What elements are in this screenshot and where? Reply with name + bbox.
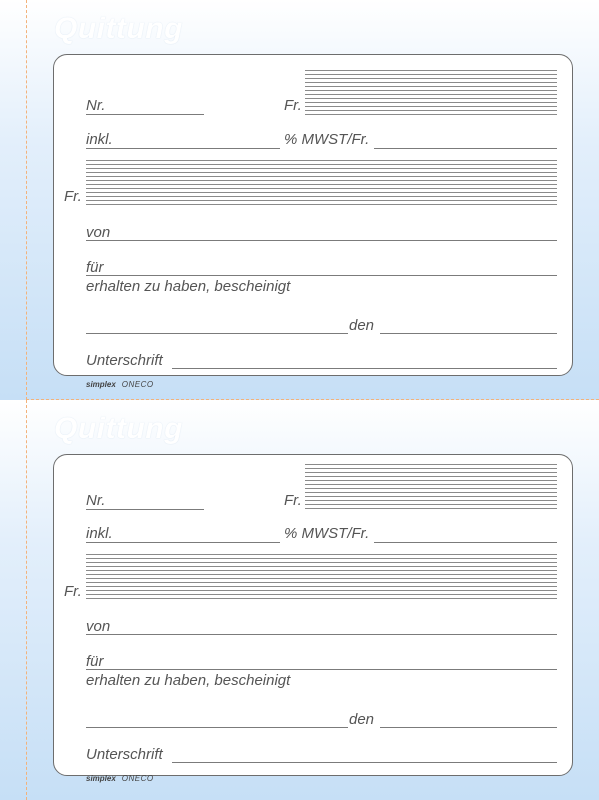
fr-amount-label: Fr. (284, 97, 302, 114)
place-field[interactable] (86, 333, 348, 334)
inkl-label: inkl. (86, 131, 113, 148)
von-field[interactable] (86, 240, 557, 241)
receipt-form-2 (0, 400, 599, 800)
fuer-field[interactable] (86, 669, 557, 670)
fuer-field[interactable] (86, 275, 557, 276)
receipt-title: Quittung (54, 12, 183, 45)
brand-name: simplex (86, 380, 116, 389)
inkl-field[interactable] (86, 542, 280, 543)
fuer-label: für (86, 259, 104, 276)
brand-logo (86, 774, 154, 783)
fr-words-label: Fr. (64, 583, 82, 600)
fr-words-label: Fr. (64, 188, 82, 205)
mwst-field[interactable] (374, 542, 557, 543)
perforation-horizontal (26, 399, 599, 400)
nr-label: Nr. (86, 492, 106, 509)
fr-words-field[interactable] (86, 554, 557, 600)
mwst-field[interactable] (374, 148, 557, 149)
receipt-title: Quittung (54, 412, 183, 445)
nr-field[interactable] (86, 114, 204, 115)
date-field[interactable] (380, 727, 557, 728)
nr-field[interactable] (86, 509, 204, 510)
den-label: den (349, 317, 375, 334)
perforation-vertical (26, 0, 27, 400)
fr-amount-field[interactable] (305, 70, 557, 116)
von-label: von (86, 224, 111, 241)
mwst-label: % MWST/Fr. (284, 525, 370, 542)
fuer-label: für (86, 653, 104, 670)
signature-field[interactable] (172, 762, 557, 763)
fr-amount-label: Fr. (284, 492, 302, 509)
fr-amount-field[interactable] (305, 464, 557, 510)
received-text: erhalten zu haben, bescheinigt (86, 278, 291, 295)
den-label: den (349, 711, 375, 728)
inkl-field[interactable] (86, 148, 280, 149)
date-field[interactable] (380, 333, 557, 334)
von-field[interactable] (86, 634, 557, 635)
mwst-label: % MWST/Fr. (284, 131, 370, 148)
signature-label: Unterschrift (86, 746, 163, 763)
received-text: erhalten zu haben, bescheinigt (86, 672, 291, 689)
inkl-label: inkl. (86, 525, 113, 542)
fr-words-field[interactable] (86, 160, 557, 206)
brand-sub: ONECO (121, 380, 154, 389)
von-label: von (86, 618, 111, 635)
place-field[interactable] (86, 727, 348, 728)
nr-label: Nr. (86, 97, 106, 114)
brand-logo (86, 380, 154, 389)
signature-field[interactable] (172, 368, 557, 369)
signature-label: Unterschrift (86, 352, 163, 369)
brand-name: simplex (86, 774, 116, 783)
brand-sub: ONECO (121, 774, 154, 783)
perforation-vertical (26, 400, 27, 800)
